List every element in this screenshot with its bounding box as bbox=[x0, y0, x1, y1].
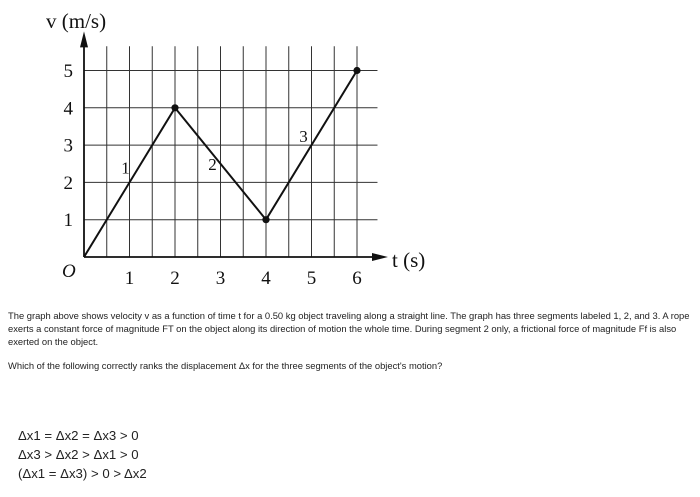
x-tick-label: 5 bbox=[306, 268, 317, 289]
y-tick-label: 2 bbox=[63, 172, 73, 194]
x-tick-label: 6 bbox=[352, 268, 362, 289]
answer-choice-1[interactable]: Δx1 = Δx2 = Δx3 > 0 bbox=[18, 428, 139, 443]
y-axis-arrow bbox=[80, 31, 88, 47]
question-paragraph-1: The graph above shows velocity v as a function of time t for a 0.50 kg object traveling along a straight line. The graph has three segments labeled 1, 2, and 3. A rope exerts a constant force of magnitude FT on the object along its direction of motion the whole time. During segment 2 only, a frictional force of magnitude Ff is also exerted on the object. bbox=[8, 310, 690, 348]
x-tick-label: 1 bbox=[124, 268, 135, 289]
segment-label: 1 bbox=[121, 158, 130, 178]
chart-grid bbox=[84, 46, 377, 257]
answer-choice-2[interactable]: Δx3 > Δx2 > Δx1 > 0 bbox=[18, 447, 139, 462]
y-tick-label: 3 bbox=[63, 135, 73, 157]
data-point bbox=[171, 104, 178, 111]
velocity-time-chart bbox=[0, 0, 440, 300]
origin-label: O bbox=[62, 261, 76, 282]
x-tick-label: 2 bbox=[170, 268, 180, 289]
segment-label: 3 bbox=[299, 127, 308, 147]
y-axis-label: v (m/s) bbox=[46, 9, 107, 33]
y-tick-label: 4 bbox=[63, 98, 73, 120]
data-point bbox=[353, 67, 360, 74]
segment-label: 2 bbox=[208, 154, 217, 174]
y-tick-label: 1 bbox=[63, 210, 73, 232]
x-tick-label: 3 bbox=[215, 268, 226, 289]
data-point bbox=[262, 216, 269, 223]
x-axis-arrow bbox=[372, 253, 388, 261]
chart-axes bbox=[80, 31, 388, 261]
x-tick-label: 4 bbox=[261, 268, 271, 289]
answer-choice-3[interactable]: (Δx1 = Δx3) > 0 > Δx2 bbox=[18, 466, 147, 481]
segment-labels bbox=[121, 127, 308, 177]
chart-ticks bbox=[64, 61, 362, 289]
question-text bbox=[8, 309, 692, 372]
x-axis-label: t (s) bbox=[392, 248, 426, 272]
answer-choices bbox=[18, 426, 147, 483]
question-paragraph-2: Which of the following correctly ranks the displacement Δx for the three segments of the object's motion? bbox=[8, 359, 443, 371]
y-tick-label: 5 bbox=[63, 61, 73, 82]
